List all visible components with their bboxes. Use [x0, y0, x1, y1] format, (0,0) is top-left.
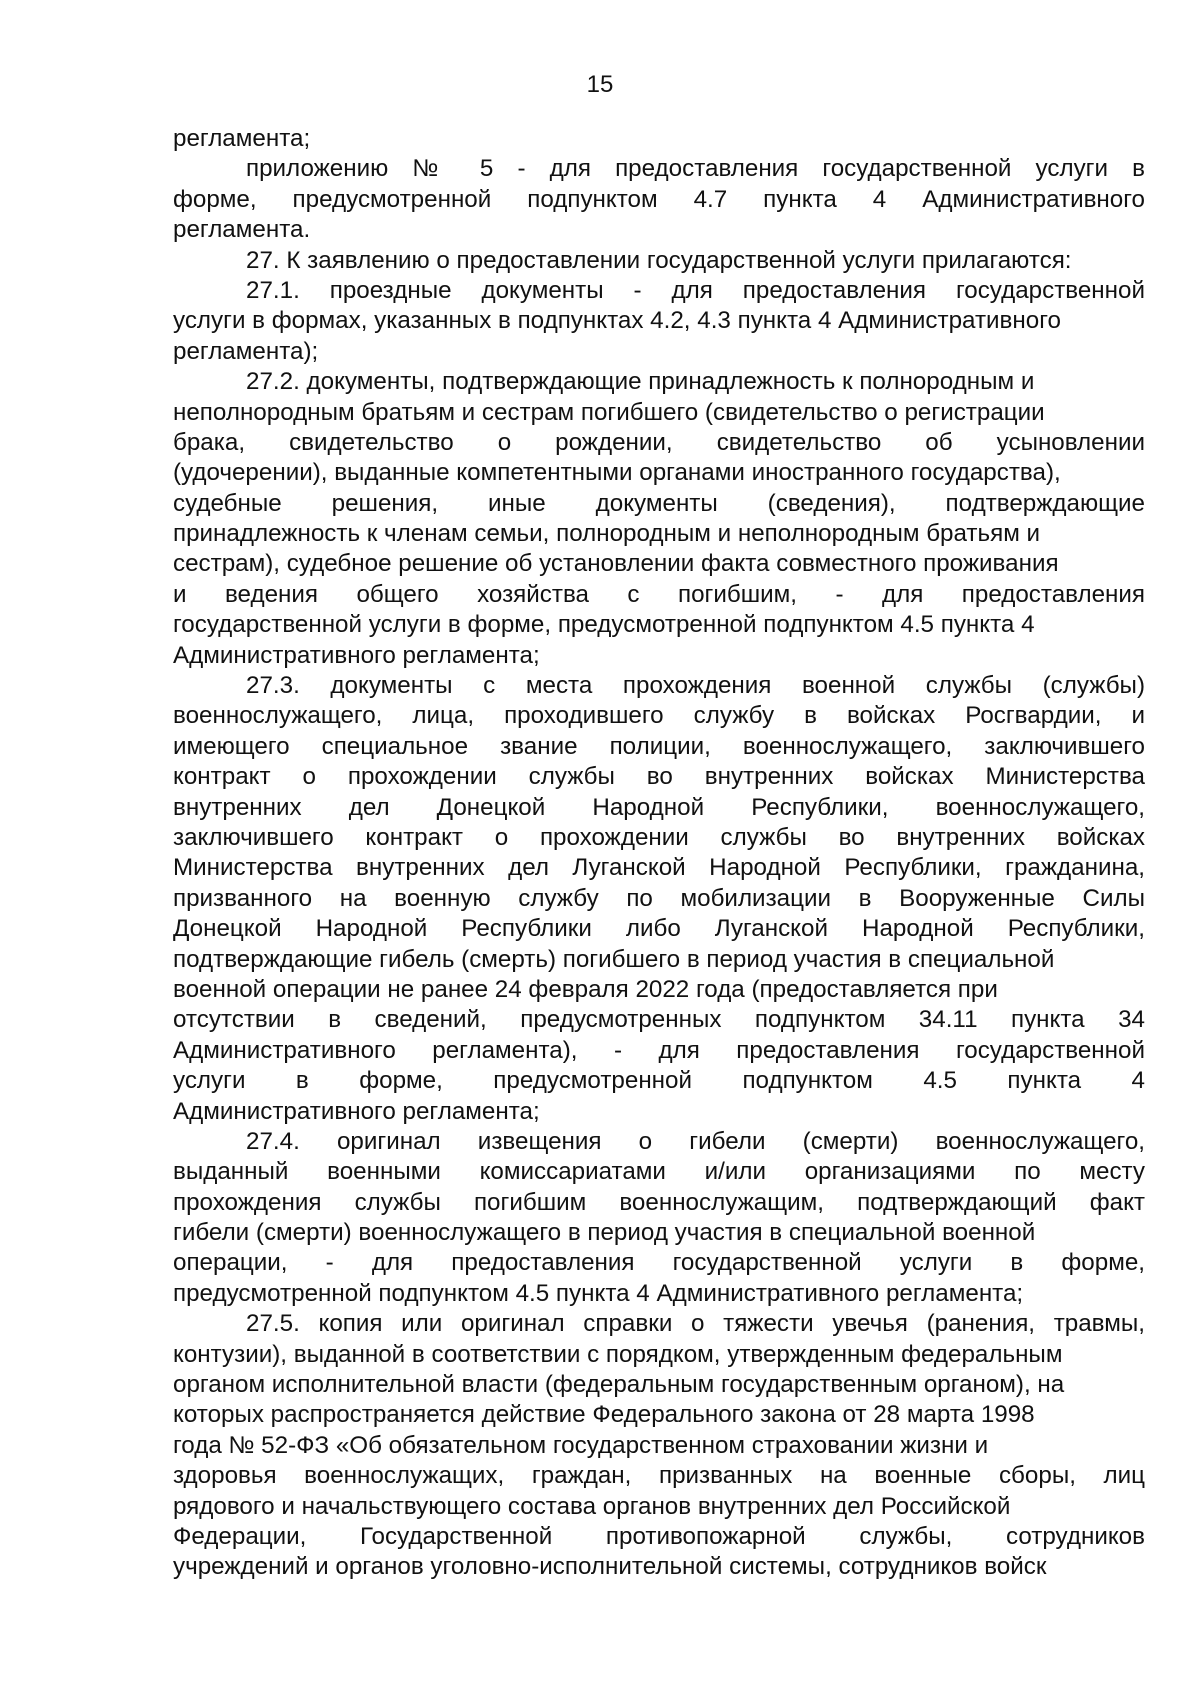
text-line: регламента. [173, 216, 311, 244]
text-line: 27.3. документы с места прохождения военной службы (службы) [246, 672, 1145, 700]
text-line: гибели (смерти) военнослужащего в период участия в специальной военной [173, 1219, 1036, 1247]
text-line: Федерации, Государственной противопожарной службы, сотрудников [173, 1522, 1145, 1550]
text-line: здоровья военнослужащих, граждан, призванных на военные сборы, лиц [173, 1462, 1145, 1490]
text-line: внутренних дел Донецкой Народной Республики, военнослужащего, [173, 793, 1145, 821]
text-line: отсутствии в сведений, предусмотренных подпунктом 34.11 пункта 34 [173, 1006, 1145, 1034]
text-line: форме, предусмотренной подпунктом 4.7 пункта 4 Административного [173, 185, 1145, 213]
text-line: 27. К заявлению о предоставлении государственной услуги прилагаются: [246, 246, 1072, 274]
document-body [173, 124, 1145, 1583]
text-line: 27.2. документы, подтверждающие принадлежность к полнородным и [246, 368, 1035, 396]
text-line: сестрам), судебное решение об установлении факта совместного проживания [173, 550, 1059, 578]
text-line: принадлежность к членам семьи, полнородным и неполнородным братьям и [173, 520, 1041, 548]
text-line: Министерства внутренних дел Луганской Народной Республики, гражданина, [173, 854, 1145, 882]
text-line: Административного регламента), - для предоставления государственной [173, 1036, 1145, 1064]
text-line: прохождения службы погибшим военнослужащим, подтверждающий факт [173, 1188, 1145, 1216]
text-line: 27.1. проездные документы - для предоставления государственной [246, 276, 1145, 304]
text-line: 27.4. оригинал извещения о гибели (смерти) военнослужащего, [246, 1127, 1145, 1155]
text-line: выданный военными комиссариатами и/или организациями по месту [173, 1158, 1145, 1186]
text-line: услуги в форме, предусмотренной подпунктом 4.5 пункта 4 [173, 1067, 1145, 1095]
text-line: заключившего контракт о прохождении службы во внутренних войсках [173, 823, 1145, 851]
text-line: регламента); [173, 337, 319, 365]
text-line: военной операции не ранее 24 февраля 2022 года (предоставляется при [173, 975, 998, 1003]
text-line: органом исполнительной власти (федеральным государственным органом), на [173, 1371, 1065, 1399]
text-line: приложению № 5 - для предоставления государственной услуги в [246, 155, 1145, 183]
text-line: государственной услуги в форме, предусмотренной подпунктом 4.5 пункта 4 [173, 611, 1035, 639]
text-line: Административного регламента; [173, 1097, 540, 1125]
text-line: брака, свидетельство о рождении, свидетельство об усыновлении [173, 428, 1145, 456]
text-line: имеющего специальное звание полиции, военнослужащего, заключившего [173, 732, 1145, 760]
text-line: операции, - для предоставления государственной услуги в форме, [173, 1249, 1145, 1277]
text-line: рядового и начальствующего состава органов внутренних дел Российской [173, 1492, 1011, 1520]
text-line: учреждений и органов уголовно-исполнительной системы, сотрудников войск [173, 1553, 1047, 1581]
page-number: 15 [586, 71, 614, 98]
text-line: предусмотренной подпунктом 4.5 пункта 4 Административного регламента; [173, 1279, 1024, 1307]
text-line: контузии), выданной в соответствии с порядком, утвержденным федеральным [173, 1340, 1063, 1368]
text-line: которых распространяется действие Федерального закона от 28 марта 1998 [173, 1401, 1035, 1429]
text-line: года № 52-ФЗ «Об обязательном государственном страховании жизни и [173, 1431, 989, 1459]
text-line: (удочерении), выданные компетентными органами иностранного государства), [173, 459, 1061, 487]
text-line: и ведения общего хозяйства с погибшим, - для предоставления [173, 580, 1145, 608]
text-line: неполнородным братьям и сестрам погибшего (свидетельство о регистрации [173, 398, 1045, 426]
text-line: регламента; [173, 125, 311, 152]
text-line: Административного регламента; [173, 641, 540, 669]
text-line: Донецкой Народной Республики либо Луганской Народной Республики, [173, 915, 1145, 943]
text-line: военнослужащего, лица, проходившего службу в войсках Росгвардии, и [173, 702, 1145, 730]
text-line: контракт о прохождении службы во внутренних войсках Министерства [173, 763, 1145, 791]
text-line: услуги в формах, указанных в подпунктах 4.2, 4.3 пункта 4 Административного [173, 307, 1061, 335]
text-line: подтверждающие гибель (смерть) погибшего в период участия в специальной [173, 945, 1055, 973]
text-line: судебные решения, иные документы (сведения), подтверждающие [173, 489, 1145, 517]
text-line: 27.5. копия или оригинал справки о тяжести увечья (ранения, травмы, [246, 1310, 1145, 1338]
text-line: призванного на военную службу по мобилизации в Вооруженные Силы [173, 884, 1145, 912]
